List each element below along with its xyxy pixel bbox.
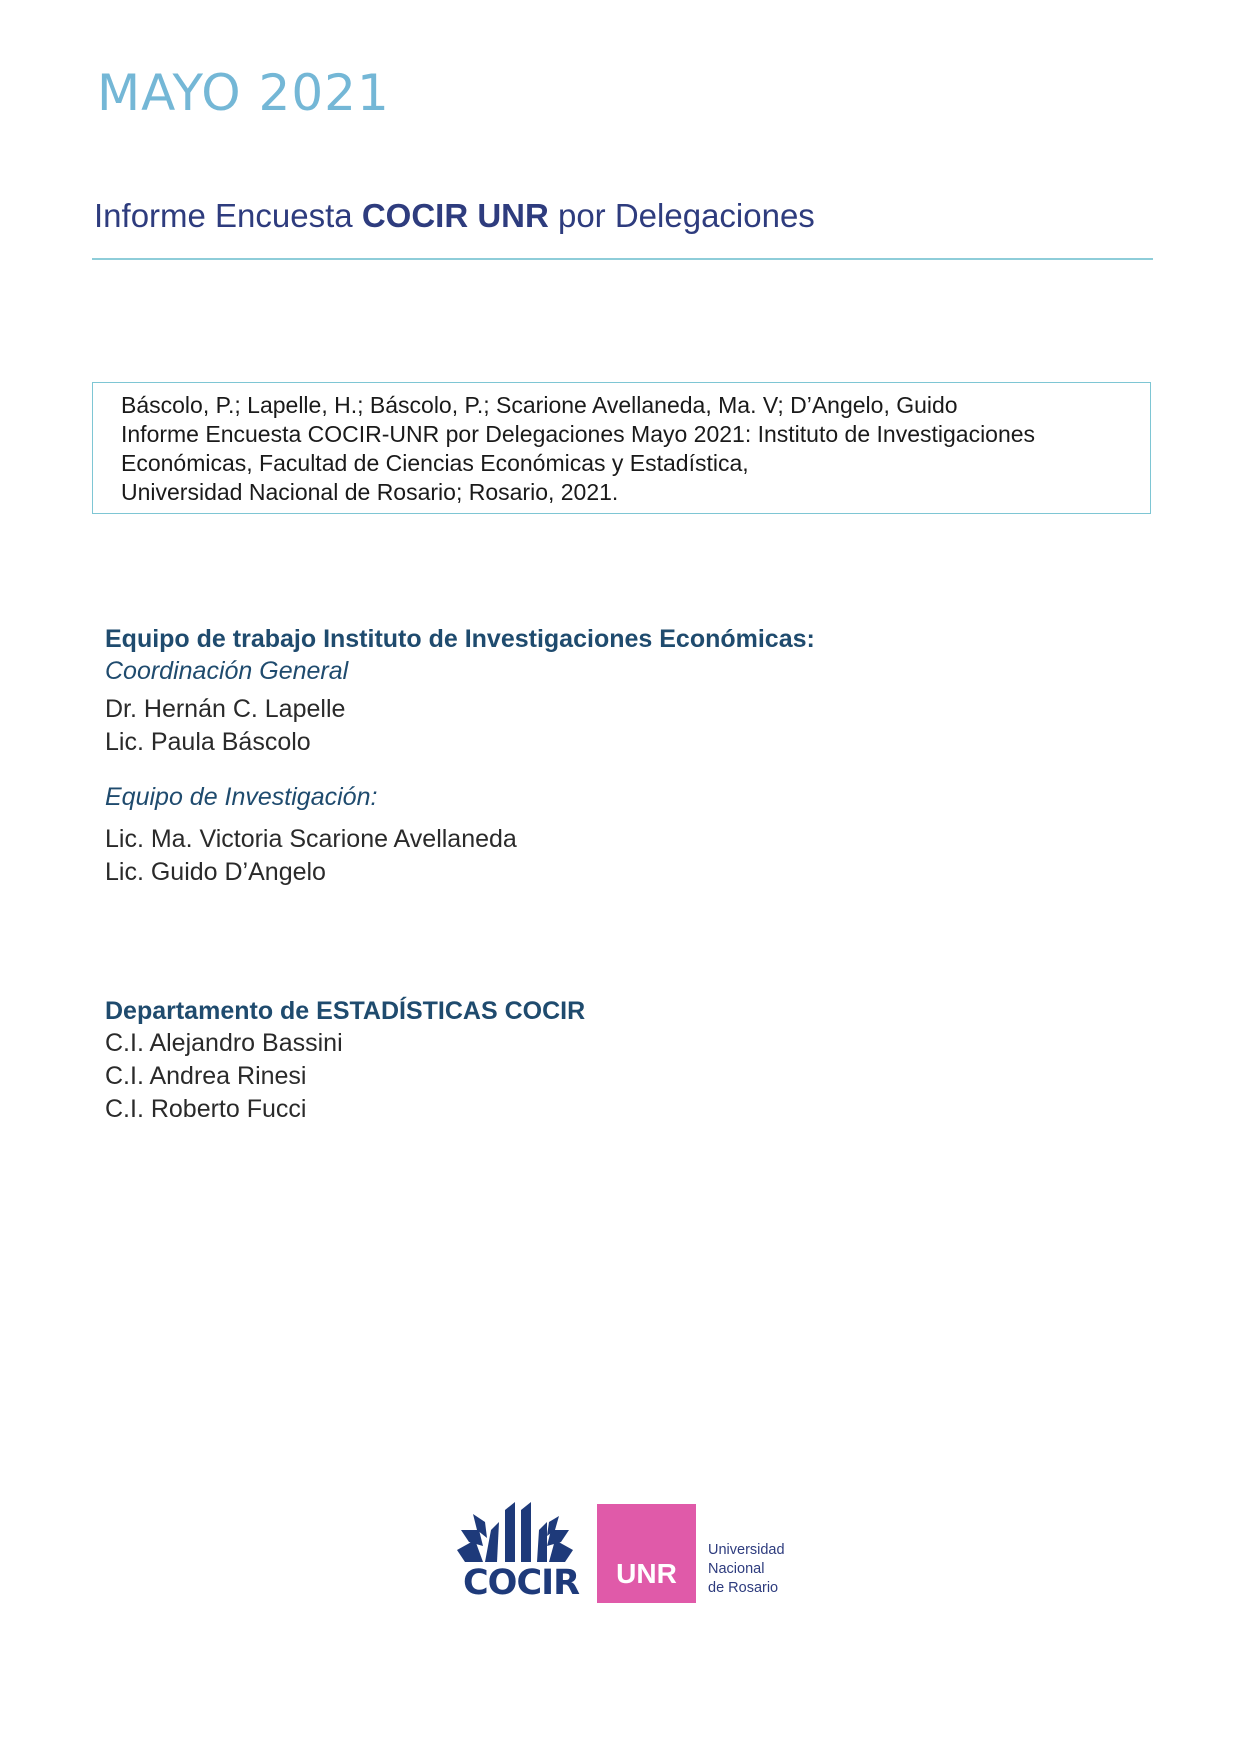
coordination-member: Lic. Paula Báscolo [105,728,311,756]
report-date: MAYO 2021 [97,64,390,122]
unr-full-name [708,1541,785,1598]
statistics-member: C.I. Andrea Rinesi [105,1062,307,1090]
report-title-part1: Informe Encuesta [94,197,362,234]
unr-logo [597,1504,696,1603]
citation-line: Económicas, Facultad de Ciencias Económicas y Estadística, [121,450,749,476]
research-member: Lic. Ma. Victoria Scarione Avellaneda [105,825,517,853]
unr-name-line: Nacional [708,1561,765,1577]
report-title-bold: COCIR UNR [361,197,549,234]
statistics-heading: Departamento de ESTADÍSTICAS COCIR [105,997,586,1025]
cocir-logo [455,1500,580,1610]
citation-line: Báscolo, P.; Lapelle, H.; Báscolo, P.; Scarione Avellaneda, Ma. V; D’Angelo, Guido [121,392,958,418]
citation-line: Universidad Nacional de Rosario; Rosario, 2021. [121,479,619,505]
report-title-part2: por Delegaciones [548,197,815,234]
cocir-emblem-icon [455,1500,575,1570]
citation-box [92,382,1151,514]
logos-footer [455,1500,815,1610]
cocir-wordmark: COCIR [463,1563,580,1603]
statistics-section [105,995,585,1126]
statistics-member: C.I. Alejandro Bassini [105,1029,343,1057]
statistics-member: C.I. Roberto Fucci [105,1095,307,1123]
research-member: Lic. Guido D’Angelo [105,858,326,886]
citation-line: Informe Encuesta COCIR-UNR por Delegaciones Mayo 2021: Instituto de Investigaciones [121,421,1036,447]
coordination-member: Dr. Hernán C. Lapelle [105,695,346,723]
report-title [94,198,815,234]
unr-wordmark: UNR [616,1558,677,1589]
team-section [105,623,815,889]
coordination-label: Coordinación General [105,657,349,685]
research-label: Equipo de Investigación: [105,783,378,811]
unr-name-line: Universidad [708,1542,785,1558]
team-heading: Equipo de trabajo Instituto de Investigaciones Económicas: [105,625,815,653]
unr-name-line: de Rosario [708,1580,779,1596]
title-divider [92,258,1153,260]
